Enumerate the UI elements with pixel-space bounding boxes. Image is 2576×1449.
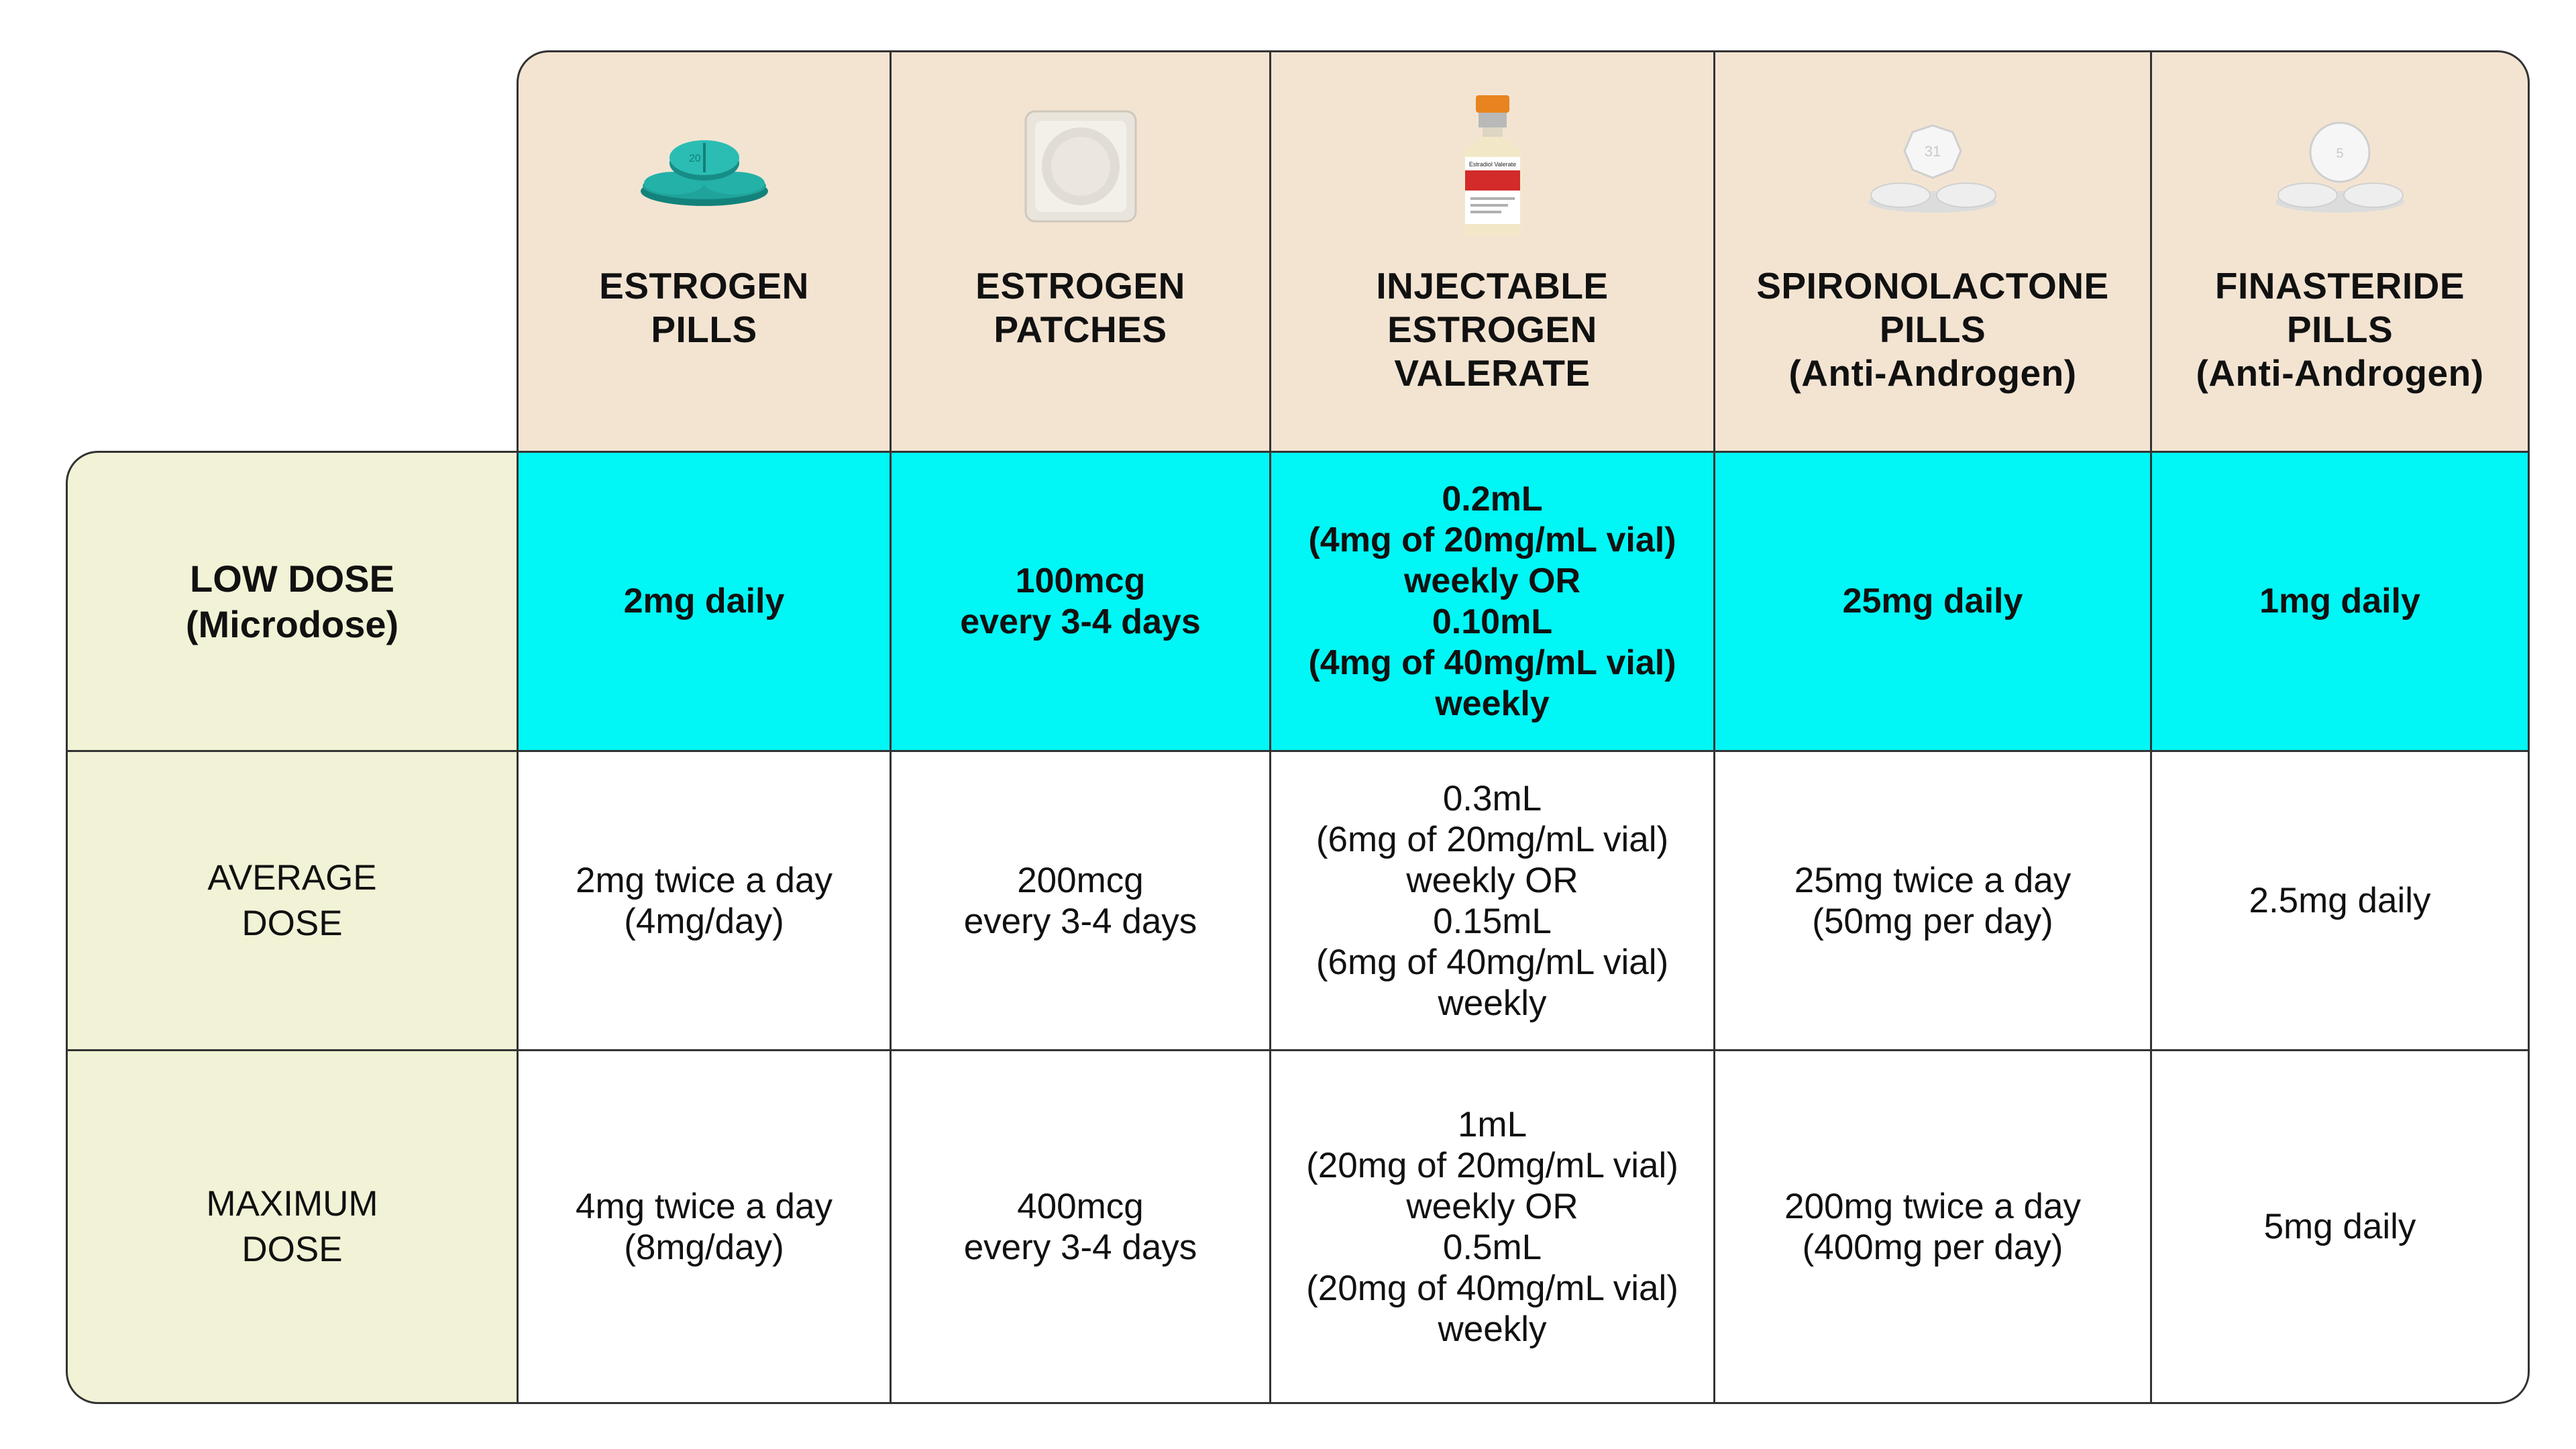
dose-cell: 1mg daily [2150, 451, 2530, 750]
dose-cell: 2mg twice a day (4mg/day) [517, 750, 890, 1049]
dose-cell: 100mcg every 3-4 days [890, 451, 1269, 750]
row-label-average-dose: AVERAGE DOSE [66, 750, 517, 1049]
column-header-estrogen-patches [890, 50, 1269, 451]
column-label: SPIRONOLACTONE PILLS (Anti-Androgen) [1756, 265, 2109, 394]
dose-cell: 4mg twice a day (8mg/day) [517, 1049, 890, 1404]
green-pills-icon [627, 93, 782, 240]
dose-cell: 25mg twice a day (50mg per day) [1713, 750, 2150, 1049]
dose-cell: 0.3mL (6mg of 20mg/mL vial) weekly OR 0.15mL (6mg of 40mg/mL vial) weekly [1269, 750, 1713, 1049]
column-label: ESTROGEN PATCHES [975, 265, 1185, 350]
column-label: INJECTABLE ESTROGEN VALERATE [1376, 265, 1609, 394]
column-label: ESTROGEN PILLS [599, 265, 809, 350]
column-header-injectable-estrogen-valerate [1269, 50, 1713, 451]
dose-cell: 400mcg every 3-4 days [890, 1049, 1269, 1404]
dose-cell: 0.2mL (4mg of 20mg/mL vial) weekly OR 0.10mL (4mg of 40mg/mL vial) weekly [1269, 451, 1713, 750]
svg-text:5: 5 [2336, 146, 2344, 161]
white-pills-icon [1856, 93, 2010, 240]
row-label-maximum-dose: MAXIMUM DOSE [66, 1049, 517, 1404]
white-pills-icon [2263, 93, 2417, 240]
patch-icon [1004, 93, 1158, 240]
row-label-low-dose: LOW DOSE (Microdose) [66, 451, 517, 750]
svg-text:20: 20 [688, 153, 701, 164]
column-header-estrogen-pills [517, 50, 890, 451]
dosage-table [66, 50, 2530, 1404]
column-header-spironolactone-pills [1713, 50, 2150, 451]
dose-cell: 25mg daily [1713, 451, 2150, 750]
table-corner-empty [66, 50, 517, 451]
dose-cell: 200mcg every 3-4 days [890, 750, 1269, 1049]
vial-label: Estradiol Valerate [1468, 161, 1516, 168]
dose-cell: 2mg daily [517, 451, 890, 750]
vial-icon [1415, 93, 1570, 240]
dose-cell: 200mg twice a day (400mg per day) [1713, 1049, 2150, 1404]
dose-cell: 5mg daily [2150, 1049, 2530, 1404]
svg-text:31: 31 [1924, 143, 1941, 160]
column-label: FINASTERIDE PILLS (Anti-Androgen) [2196, 265, 2484, 394]
dose-cell: 1mL (20mg of 20mg/mL vial) weekly OR 0.5mL (20mg of 40mg/mL vial) weekly [1269, 1049, 1713, 1404]
dose-cell: 2.5mg daily [2150, 750, 2530, 1049]
column-header-finasteride-pills [2150, 50, 2530, 451]
